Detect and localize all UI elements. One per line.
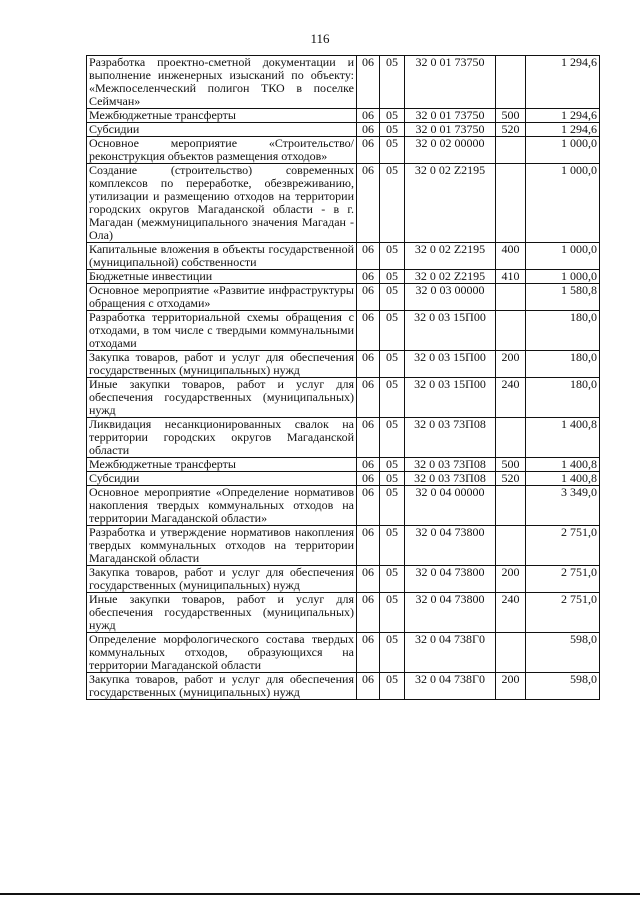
row-target-article: 32 0 03 00000 xyxy=(405,284,496,311)
table-row xyxy=(87,472,600,486)
table-row xyxy=(87,486,600,526)
table-row xyxy=(87,593,600,633)
row-name: Разработка и утверждение нормативов накопления твердых коммунальных отходов на территории Магаданской области xyxy=(87,526,357,566)
row-name: Ликвидация несанкционированных свалок на территории городских округов Магаданской области xyxy=(87,418,357,458)
table-row xyxy=(87,243,600,270)
row-subsection: 05 xyxy=(380,351,405,378)
row-target-article: 32 0 03 15П00 xyxy=(405,378,496,418)
row-section: 06 xyxy=(357,56,380,109)
row-target-article: 32 0 03 73П08 xyxy=(405,418,496,458)
table-row xyxy=(87,418,600,458)
table-row xyxy=(87,123,600,137)
row-subsection: 05 xyxy=(380,593,405,633)
row-target-article: 32 0 01 73750 xyxy=(405,56,496,109)
row-target-article: 32 0 03 73П08 xyxy=(405,472,496,486)
row-section: 06 xyxy=(357,137,380,164)
row-name: Создание (строительство) современных комплексов по переработке, обезвреживанию, утилизации и размещению отходов на территории городских округов Магаданской области - в г. Магадан (межмуниципального значения Магадан - Ола) xyxy=(87,164,357,243)
row-target-article: 32 0 03 15П00 xyxy=(405,311,496,351)
row-subsection: 05 xyxy=(380,633,405,673)
row-target-article: 32 0 01 73750 xyxy=(405,123,496,137)
row-name: Субсидии xyxy=(87,123,357,137)
row-name: Иные закупки товаров, работ и услуг для обеспечения государственных (муниципальных) нужд xyxy=(87,593,357,633)
table-row xyxy=(87,351,600,378)
row-expense-type: 200 xyxy=(496,351,526,378)
row-expense-type xyxy=(496,56,526,109)
row-target-article: 32 0 02 Z2195 xyxy=(405,164,496,243)
row-sum: 1 294,6 xyxy=(526,56,600,109)
row-section: 06 xyxy=(357,164,380,243)
row-sum: 1 294,6 xyxy=(526,123,600,137)
row-target-article: 32 0 01 73750 xyxy=(405,109,496,123)
table-row xyxy=(87,458,600,472)
row-subsection: 05 xyxy=(380,311,405,351)
row-name: Межбюджетные трансферты xyxy=(87,458,357,472)
table-row xyxy=(87,311,600,351)
row-target-article: 32 0 04 73800 xyxy=(405,593,496,633)
row-sum: 180,0 xyxy=(526,378,600,418)
row-target-article: 32 0 04 73800 xyxy=(405,526,496,566)
budget-table-body xyxy=(87,56,600,700)
row-target-article: 32 0 04 738Г0 xyxy=(405,633,496,673)
table-row xyxy=(87,378,600,418)
table-row xyxy=(87,673,600,700)
row-name: Закупка товаров, работ и услуг для обеспечения государственных (муниципальных) нужд xyxy=(87,566,357,593)
table-row xyxy=(87,56,600,109)
row-subsection: 05 xyxy=(380,123,405,137)
row-expense-type xyxy=(496,526,526,566)
row-sum: 3 349,0 xyxy=(526,486,600,526)
row-sum: 2 751,0 xyxy=(526,566,600,593)
row-subsection: 05 xyxy=(380,566,405,593)
row-expense-type xyxy=(496,137,526,164)
row-subsection: 05 xyxy=(380,109,405,123)
row-target-article: 32 0 04 73800 xyxy=(405,566,496,593)
row-expense-type xyxy=(496,418,526,458)
row-subsection: 05 xyxy=(380,243,405,270)
row-expense-type xyxy=(496,311,526,351)
row-sum: 1 000,0 xyxy=(526,270,600,284)
row-expense-type xyxy=(496,633,526,673)
table-row xyxy=(87,109,600,123)
row-section: 06 xyxy=(357,351,380,378)
row-sum: 598,0 xyxy=(526,633,600,673)
row-sum: 1 000,0 xyxy=(526,164,600,243)
row-expense-type: 240 xyxy=(496,378,526,418)
row-target-article: 32 0 02 00000 xyxy=(405,137,496,164)
row-subsection: 05 xyxy=(380,270,405,284)
row-subsection: 05 xyxy=(380,164,405,243)
row-section: 06 xyxy=(357,378,380,418)
row-section: 06 xyxy=(357,526,380,566)
row-section: 06 xyxy=(357,418,380,458)
row-expense-type xyxy=(496,164,526,243)
row-expense-type: 400 xyxy=(496,243,526,270)
row-name: Капитальные вложения в объекты государственной (муниципальной) собственности xyxy=(87,243,357,270)
row-section: 06 xyxy=(357,311,380,351)
row-section: 06 xyxy=(357,566,380,593)
row-name: Иные закупки товаров, работ и услуг для обеспечения государственных (муниципальных) нужд xyxy=(87,378,357,418)
row-section: 06 xyxy=(357,472,380,486)
row-section: 06 xyxy=(357,633,380,673)
row-sum: 1 400,8 xyxy=(526,458,600,472)
row-sum: 180,0 xyxy=(526,311,600,351)
row-name: Межбюджетные трансферты xyxy=(87,109,357,123)
row-name: Определение морфологического состава твердых коммунальных отходов, образующихся на территории Магаданской области xyxy=(87,633,357,673)
row-subsection: 05 xyxy=(380,472,405,486)
row-name: Основное мероприятие «Развитие инфраструктуры обращения с отходами» xyxy=(87,284,357,311)
row-sum: 1 400,8 xyxy=(526,472,600,486)
row-section: 06 xyxy=(357,123,380,137)
table-row xyxy=(87,633,600,673)
row-subsection: 05 xyxy=(380,284,405,311)
row-sum: 1 000,0 xyxy=(526,137,600,164)
row-section: 06 xyxy=(357,109,380,123)
row-name: Закупка товаров, работ и услуг для обеспечения государственных (муниципальных) нужд xyxy=(87,351,357,378)
row-section: 06 xyxy=(357,486,380,526)
row-sum: 1 580,8 xyxy=(526,284,600,311)
row-name: Основное мероприятие «Строительство/реконструкция объектов размещения отходов» xyxy=(87,137,357,164)
row-target-article: 32 0 04 00000 xyxy=(405,486,496,526)
row-name: Субсидии xyxy=(87,472,357,486)
budget-table xyxy=(86,55,600,700)
row-sum: 2 751,0 xyxy=(526,526,600,566)
row-expense-type: 410 xyxy=(496,270,526,284)
row-subsection: 05 xyxy=(380,526,405,566)
page-number: 116 xyxy=(310,31,330,46)
row-target-article: 32 0 03 73П08 xyxy=(405,458,496,472)
table-row xyxy=(87,566,600,593)
row-expense-type xyxy=(496,284,526,311)
row-sum: 1 400,8 xyxy=(526,418,600,458)
row-section: 06 xyxy=(357,593,380,633)
row-sum: 598,0 xyxy=(526,673,600,700)
row-target-article: 32 0 02 Z2195 xyxy=(405,270,496,284)
row-section: 06 xyxy=(357,458,380,472)
row-subsection: 05 xyxy=(380,486,405,526)
row-sum: 180,0 xyxy=(526,351,600,378)
row-expense-type: 240 xyxy=(496,593,526,633)
row-expense-type: 520 xyxy=(496,123,526,137)
page-bottom-rule xyxy=(0,893,640,895)
table-row xyxy=(87,526,600,566)
row-section: 06 xyxy=(357,284,380,311)
row-sum: 2 751,0 xyxy=(526,593,600,633)
row-name: Основное мероприятие «Определение нормативов накопления твердых коммунальных отходов на территории Магаданской области» xyxy=(87,486,357,526)
row-subsection: 05 xyxy=(380,56,405,109)
row-expense-type: 500 xyxy=(496,458,526,472)
row-expense-type xyxy=(496,486,526,526)
table-row xyxy=(87,137,600,164)
row-expense-type: 520 xyxy=(496,472,526,486)
row-target-article: 32 0 03 15П00 xyxy=(405,351,496,378)
row-name: Разработка территориальной схемы обращения с отходами, в том числе с твердыми коммунальными отходами xyxy=(87,311,357,351)
row-subsection: 05 xyxy=(380,418,405,458)
row-expense-type: 200 xyxy=(496,673,526,700)
row-subsection: 05 xyxy=(380,458,405,472)
row-name: Закупка товаров, работ и услуг для обеспечения государственных (муниципальных) нужд xyxy=(87,673,357,700)
row-target-article: 32 0 02 Z2195 xyxy=(405,243,496,270)
table-row xyxy=(87,270,600,284)
row-expense-type: 500 xyxy=(496,109,526,123)
row-target-article: 32 0 04 738Г0 xyxy=(405,673,496,700)
row-expense-type: 200 xyxy=(496,566,526,593)
row-section: 06 xyxy=(357,243,380,270)
row-section: 06 xyxy=(357,270,380,284)
row-sum: 1 000,0 xyxy=(526,243,600,270)
row-section: 06 xyxy=(357,673,380,700)
row-subsection: 05 xyxy=(380,378,405,418)
row-subsection: 05 xyxy=(380,137,405,164)
row-name: Разработка проектно-сметной документации и выполнение инженерных изысканий по объекту: «Межпоселенческий полигон ТКО в поселке Сеймчан» xyxy=(87,56,357,109)
row-subsection: 05 xyxy=(380,673,405,700)
row-name: Бюджетные инвестиции xyxy=(87,270,357,284)
row-sum: 1 294,6 xyxy=(526,109,600,123)
table-row xyxy=(87,164,600,243)
table-row xyxy=(87,284,600,311)
